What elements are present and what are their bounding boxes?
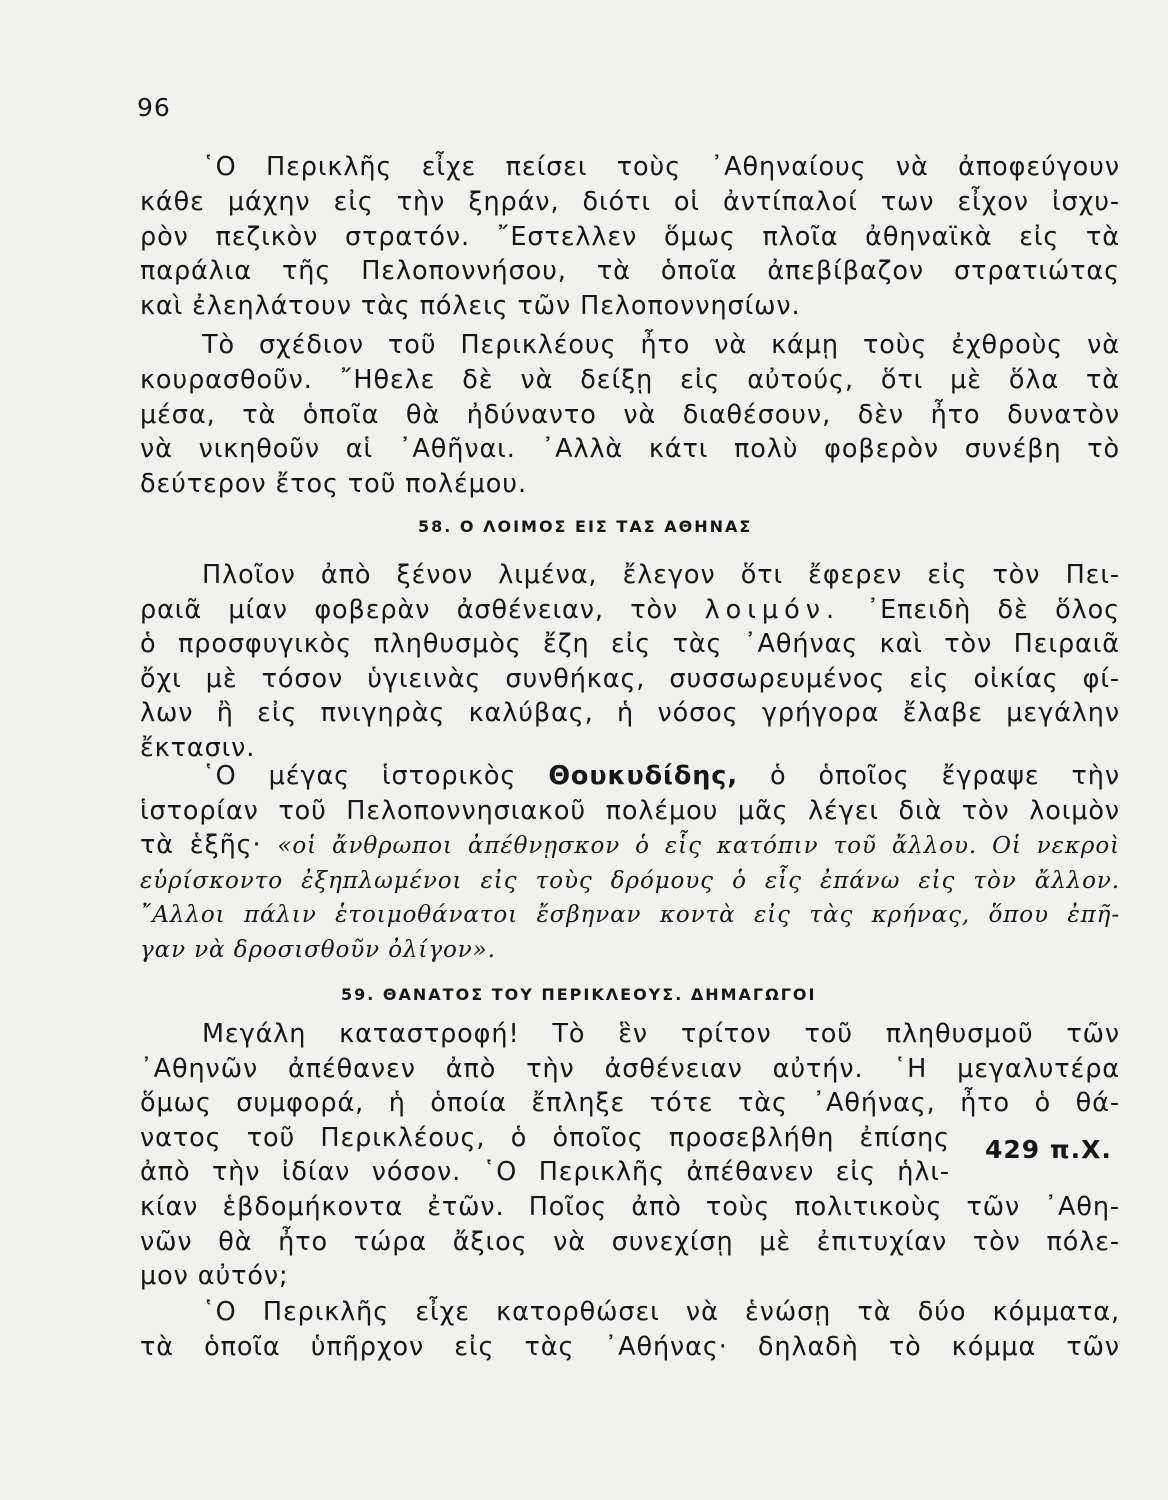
text-line: ὁ προσφυγικὸς πληθυσμὸς ἔζη εἰς τὰς ᾿Αθήνας καὶ τὸν Πειραιᾶ: [140, 629, 1120, 659]
text-line: δεύτερον ἔτος τοῦ πολέμου.: [140, 469, 527, 500]
section-heading-59: 59. ΘΑΝΑΤΟΣ ΤΟΥ ΠΕΡΙΚΛΕΟΥΣ. ΔΗΜΑΓΩΓΟΙ: [341, 985, 817, 1004]
text-fragment: τὰ ἑξῆς·: [140, 830, 262, 861]
text-line: τὰ ὁποῖα ὑπῆρχον εἰς τὰς ᾿Αθήνας· δηλαδὴ τὸ κόμμα τῶν: [140, 1331, 1120, 1362]
section-heading-58: 58. Ο ΛΟΙΜΟΣ ΕΙΣ ΤΑΣ ΑΘΗΝΑΣ: [418, 517, 753, 536]
page-number: 96: [137, 93, 171, 122]
text-line: νὰ νικηθοῦν αἱ ᾿Αθῆναι. ᾿Αλλὰ κάτι πολὺ φοβερὸν συνέβη τὸ: [140, 434, 1120, 465]
text-fragment: ὁ ὁποῖος ἔγραψε τὴν: [769, 761, 1120, 791]
emphasized-word: λοιμόν.: [704, 594, 841, 625]
text-line: ὅμως συμφορά, ἡ ὁποία ἔπληξε τότε τὰς ᾿Αθήνας, ἦτο ὁ θά-: [140, 1088, 1120, 1119]
margin-date-note: 429 π.Χ.: [985, 1135, 1112, 1164]
paragraph-pericles-death: [140, 1017, 1120, 1294]
text-line: κουρασθοῦν. ῎Ηθελε δὲ νὰ δείξῃ εἰς αὐτούς, ὅτι μὲ ὅλα τὰ: [140, 364, 1120, 395]
paragraph-thucydides-quote: [140, 759, 1120, 968]
text-fragment: ᾿Επειδὴ δὲ ὅλος: [866, 594, 1120, 625]
paragraph-pericles-parties: [140, 1295, 1120, 1364]
text-line: λων ἢ εἰς πνιγηρὰς καλύβας, ἡ νόσος γρήγορα ἔλαβε μεγάλην: [140, 698, 1120, 728]
quotation-text: «οἱ ἄνθρωποι ἀπέθνῃσκον ὁ εἷς κατόπιν τοῦ ἄλλου. Οἱ νεκροὶ: [277, 833, 1120, 860]
historian-name: Θουκυδίδης,: [548, 761, 738, 791]
text-line: ἔκτασιν.: [140, 732, 256, 763]
text-line: [140, 593, 1120, 628]
text-line: ᾿Αθηνῶν ἀπέθανεν ἀπὸ τὴν ἀσθένειαν αὐτήν. ῾Η μεγαλυτέρα: [140, 1053, 1120, 1084]
text-line: Μεγάλη καταστροφή! Τὸ ἓν τρίτον τοῦ πληθυσμοῦ τῶν: [202, 1019, 1120, 1049]
text-line: ῾Ο Περικλῆς εἶχε πείσει τοὺς ᾿Αθηναίους νὰ ἀποφεύγουν: [202, 152, 1120, 182]
text-line: κίαν ἑβδομήκοντα ἐτῶν. Ποῖος ἀπὸ τοὺς πολιτικοὺς τῶν ᾿Αθη-: [140, 1191, 1120, 1222]
text-line: μέσα, τὰ ὁποῖα θὰ ἠδύναντο νὰ διαθέσουν, δὲν ἦτο δυνατὸν: [140, 399, 1120, 430]
text-line: ἱστορίαν τοῦ Πελοποννησιακοῦ πολέμου μᾶς λέγει διὰ τὸν λοιμὸν: [140, 795, 1120, 826]
text-fragment: ραιᾶ μίαν φοβερὰν ἀσθένειαν, τὸν: [140, 594, 679, 625]
text-line: νῶν θὰ ἦτο τώρα ἄξιος νὰ συνεχίσῃ μὲ ἐπιτυχίαν τὸν πόλε-: [140, 1226, 1120, 1257]
quotation-line: ῎Αλλοι πάλιν ἑτοιμοθάνατοι ἔσβηναν κοντὰ εἰς τὰς κρήνας, ὅπου ἐπῆ-: [140, 902, 1120, 929]
paragraph-pericles-strategy: [140, 150, 1120, 324]
text-line: [140, 828, 1120, 864]
text-line: ῾Ο Περικλῆς εἶχε κατορθώσει νὰ ἑνώσῃ τὰ δύο κόμματα,: [202, 1297, 1120, 1327]
quotation-line: γαν νὰ δροσισθοῦν ὀλίγον».: [140, 936, 496, 963]
text-line: κάθε μάχην εἰς τὴν ξηράν, διότι οἱ ἀντίπαλοί των εἶχον ἰσχυ-: [140, 186, 1120, 217]
text-line: καὶ ἐλεηλάτουν τὰς πόλεις τῶν Πελοποννησίων.: [140, 291, 801, 322]
text-fragment: ῾Ο μέγας ἱστορικὸς: [202, 761, 517, 791]
text-line: ἀπὸ τὴν ἰδίαν νόσον. ῾Ο Περικλῆς ἀπέθανεν εἰς ἡλι-: [140, 1157, 950, 1188]
text-line: Πλοῖον ἀπὸ ξένον λιμένα, ἔλεγον ὅτι ἔφερεν εἰς τὸν Πει-: [202, 560, 1120, 590]
text-line: μον αὐτόν;: [140, 1261, 289, 1292]
text-line: παράλια τῆς Πελοποννήσου, τὰ ὁποῖα ἀπεβίβαζον στρατιώτας: [140, 256, 1120, 287]
paragraph-plague-arrival: [140, 558, 1120, 765]
text-line: ρὸν πεζικὸν στρατόν. ῎Εστελλεν ὅμως πλοῖα ἀθηναϊκὰ εἰς τὰ: [140, 221, 1120, 252]
text-line: ὄχι μὲ τόσον ὑγιεινὰς συνθήκας, συσσωρευμένος εἰς οἰκίας φί-: [140, 663, 1120, 694]
text-line: νατος τοῦ Περικλέους, ὁ ὁποῖος προσεβλήθη ἐπίσης: [140, 1122, 950, 1153]
text-line: Τὸ σχέδιον τοῦ Περικλέους ἦτο νὰ κάμῃ τοὺς ἐχθροὺς νὰ: [202, 330, 1120, 360]
quotation-line: εὑρίσκοντο ἐξηπλωμένοι εἰς τοὺς δρόμους ὁ εἷς ἐπάνω εἰς τὸν ἄλλον.: [140, 867, 1120, 894]
text-line: [140, 759, 1120, 794]
paragraph-pericles-plan: [140, 328, 1120, 502]
